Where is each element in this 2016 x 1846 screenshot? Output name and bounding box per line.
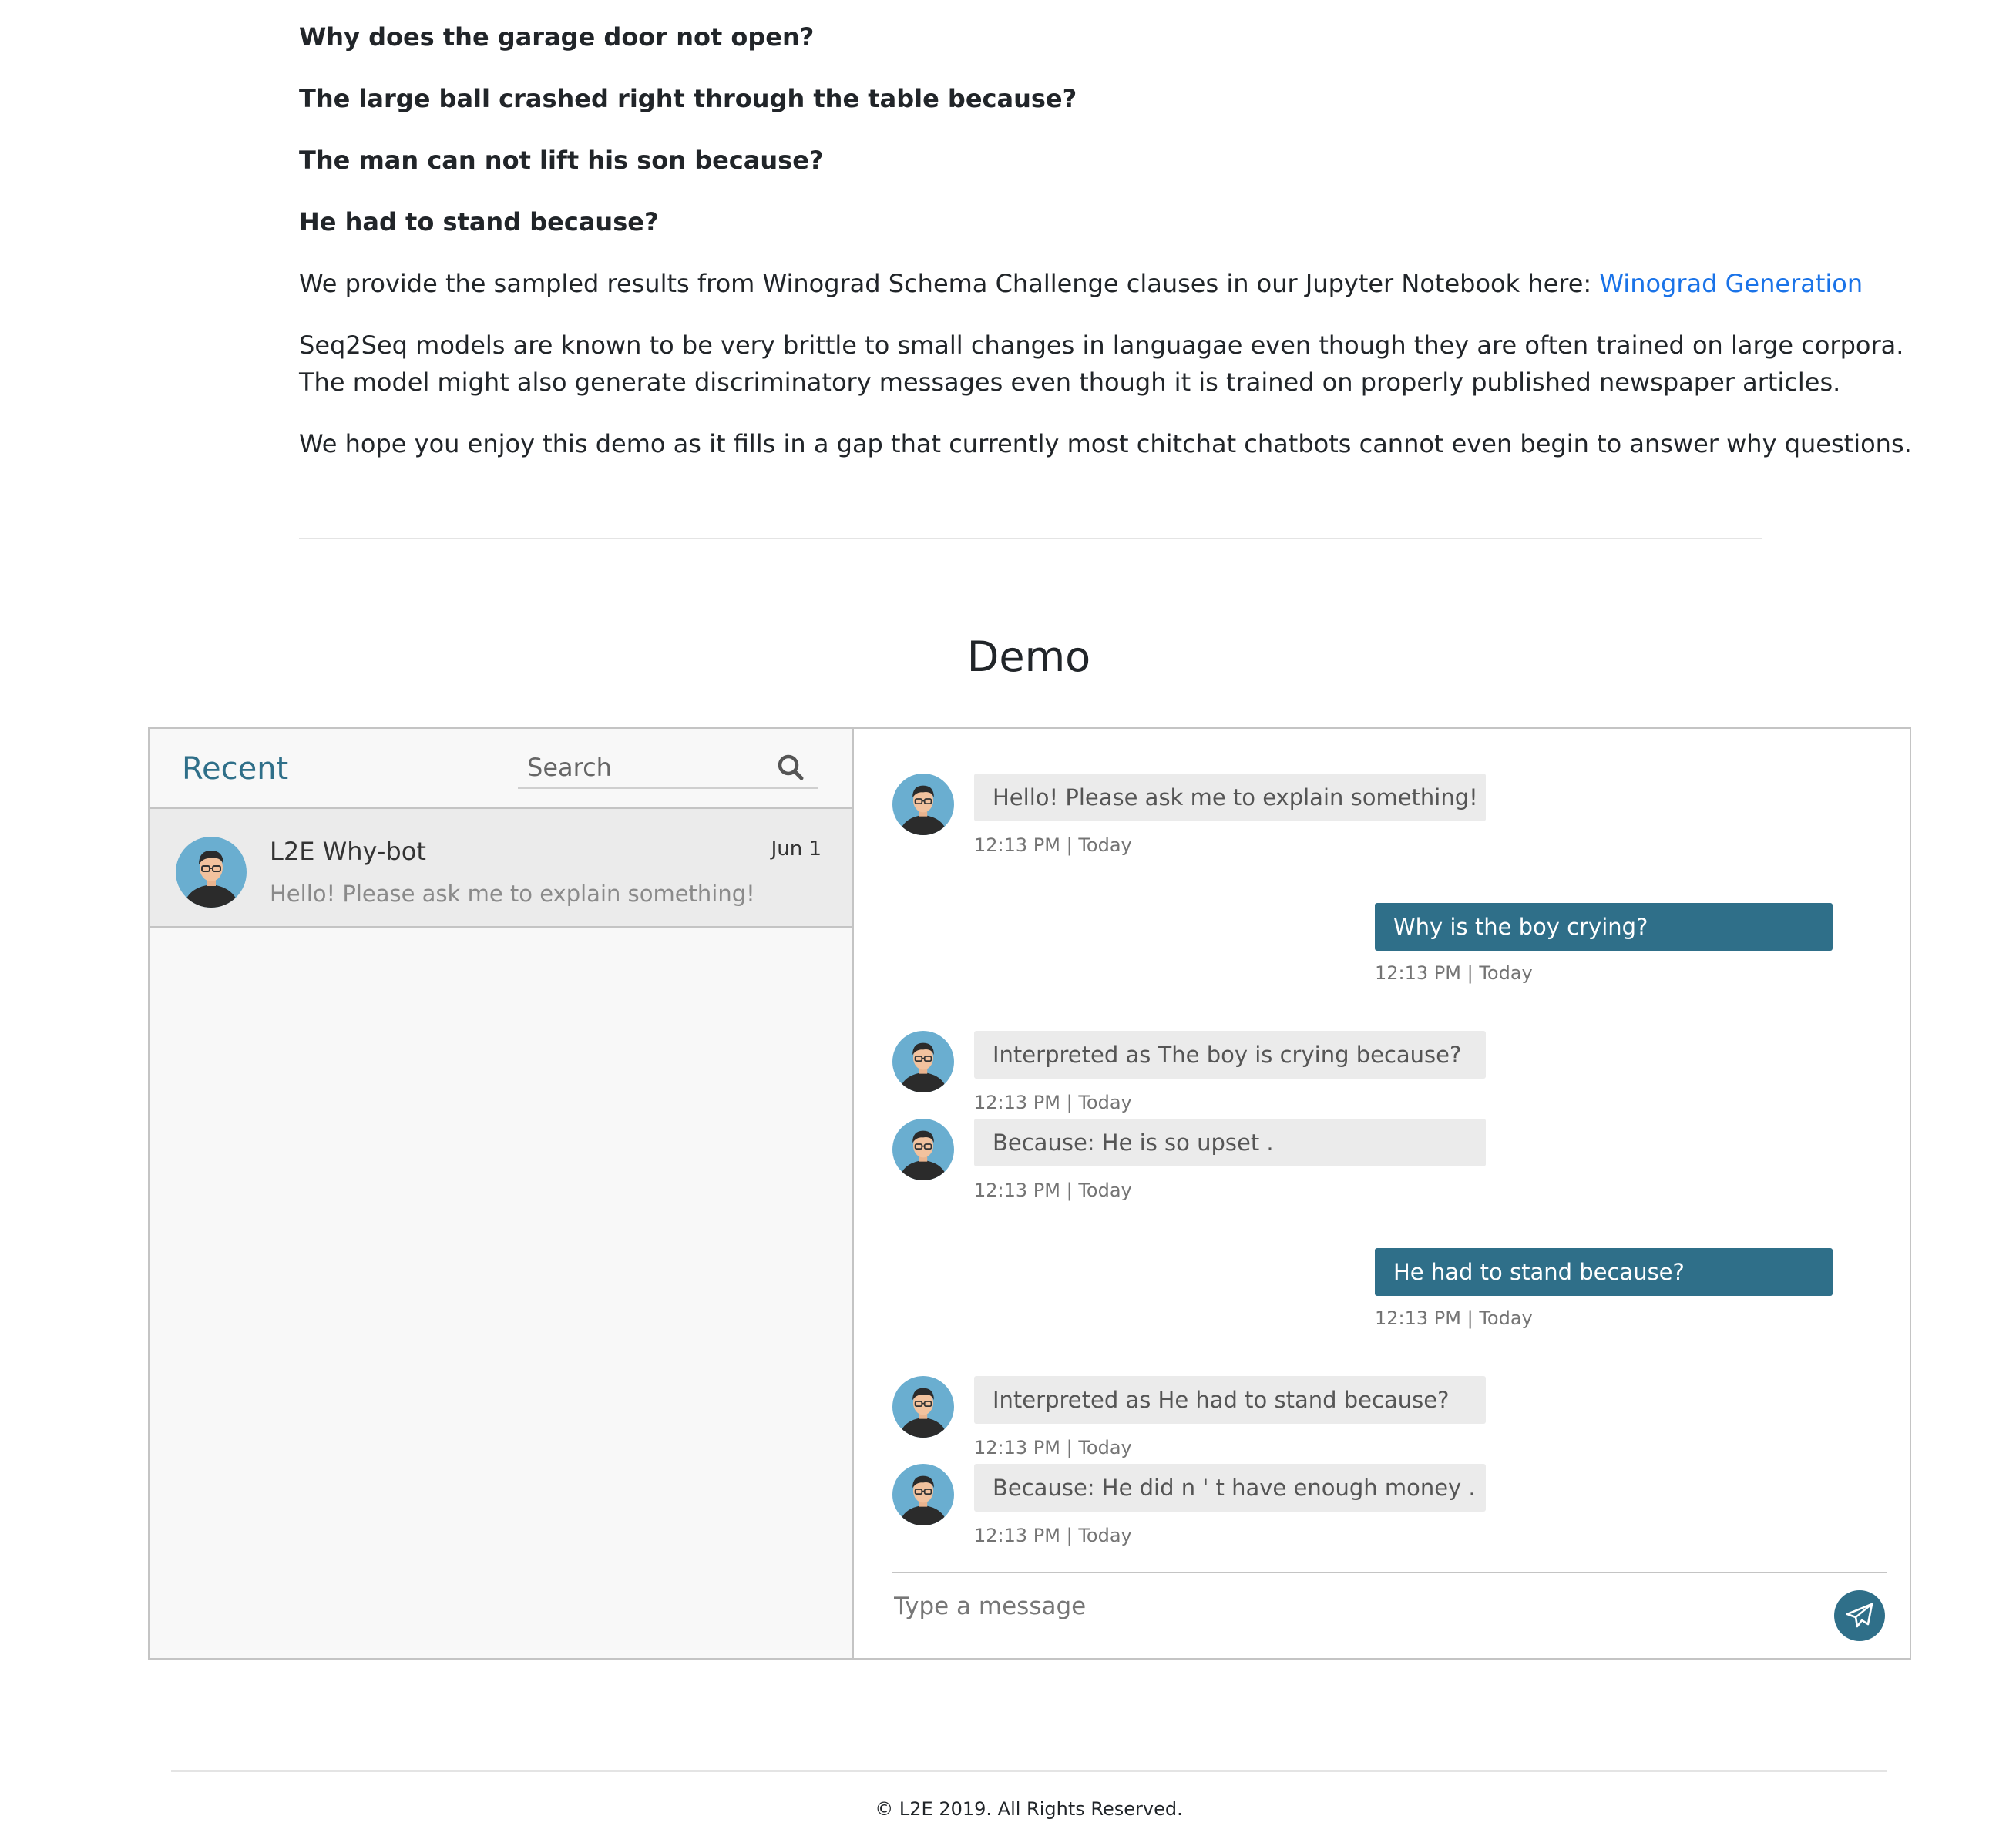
inbox-header — [150, 729, 852, 809]
winograd-text: We provide the sampled results from Winograd Schema Challenge clauses in our Jupyter Notebook here: — [299, 269, 1600, 298]
seq2seq-line: Seq2Seq models are known to be very brittle to small changes in languagae even though they are often trained on large corpora. — [299, 331, 1904, 360]
user-avatar-icon — [892, 1031, 954, 1096]
message-bubble: Because: He is so upset . — [974, 1119, 1486, 1166]
inbox-panel — [150, 729, 854, 1658]
example-question: The large ball crashed right through the table because? — [299, 84, 1077, 113]
message-time: 12:13 PM | Today — [974, 1180, 1132, 1201]
seq2seq-line: The model might also generate discriminatory messages even though it is trained on properly published newspaper articles. — [299, 368, 1841, 397]
demo-title: Demo — [966, 633, 1091, 681]
footer-divider — [171, 1770, 1887, 1772]
user-avatar-icon — [892, 1464, 954, 1529]
chat-date: Jun 1 — [771, 837, 822, 861]
user-avatar-icon — [892, 1119, 954, 1183]
message-time: 12:13 PM | Today — [1375, 962, 1533, 984]
message-time: 12:13 PM | Today — [974, 1437, 1132, 1458]
chat-list-item[interactable] — [150, 809, 852, 928]
message-bubble: Why is the boy crying? — [1375, 903, 1833, 951]
search-bar — [518, 749, 818, 789]
message-time: 12:13 PM | Today — [974, 834, 1132, 856]
enjoy-paragraph: We hope you enjoy this demo as it fills in a gap that currently most chitchat chatbots cannot even begin to answer why questions. — [299, 429, 1912, 458]
message-bubble: Hello! Please ask me to explain something! — [974, 774, 1486, 821]
user-avatar-icon — [892, 1376, 954, 1441]
message-time: 12:13 PM | Today — [974, 1525, 1132, 1546]
chat-preview: Hello! Please ask me to explain something! — [270, 881, 755, 907]
message-input[interactable] — [894, 1586, 1780, 1627]
paper-plane-icon — [1846, 1603, 1873, 1629]
example-question: Why does the garage door not open? — [299, 22, 815, 52]
message-composer — [892, 1572, 1887, 1658]
search-icon[interactable] — [775, 752, 806, 783]
message-bubble: Because: He did n ' t have enough money . — [974, 1464, 1486, 1512]
example-question: The man can not lift his son because? — [299, 146, 824, 175]
send-button[interactable] — [1834, 1590, 1885, 1641]
search-input[interactable] — [527, 749, 758, 786]
footer-copyright: © L2E 2019. All Rights Reserved. — [875, 1798, 1183, 1820]
example-question: He had to stand because? — [299, 207, 659, 237]
winograd-generation-link[interactable]: Winograd Generation — [1599, 269, 1863, 298]
message-bubble: He had to stand because? — [1375, 1248, 1833, 1296]
message-time: 12:13 PM | Today — [1375, 1307, 1533, 1329]
chat-widget — [148, 727, 1911, 1660]
intro-section — [299, 18, 1912, 487]
message-bubble: Interpreted as He had to stand because? — [974, 1376, 1486, 1424]
recent-heading: Recent — [182, 751, 289, 787]
user-avatar-icon — [176, 837, 247, 911]
user-avatar-icon — [892, 774, 954, 838]
message-bubble: Interpreted as The boy is crying because? — [974, 1031, 1486, 1079]
chat-name: L2E Why-bot — [270, 837, 426, 866]
winograd-paragraph — [299, 265, 1863, 302]
seq2seq-paragraph — [299, 327, 1904, 401]
divider — [299, 538, 1762, 539]
message-time: 12:13 PM | Today — [974, 1092, 1132, 1113]
message-history — [854, 729, 1910, 1658]
